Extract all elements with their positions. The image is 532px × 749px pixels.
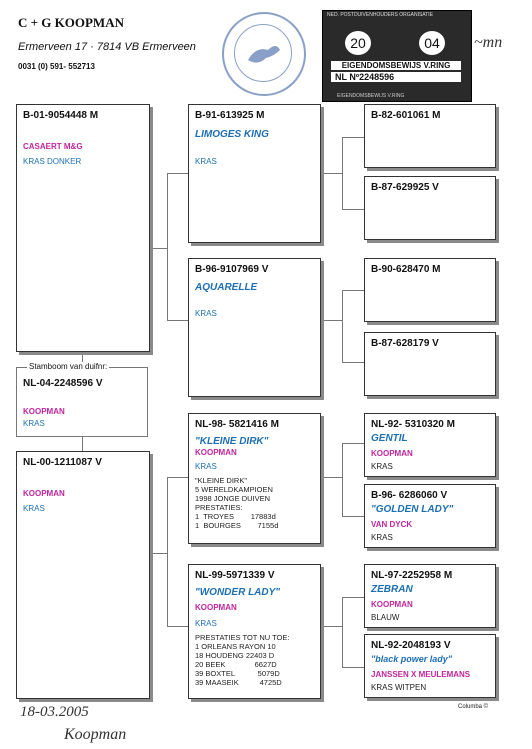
header-signature: ~mn <box>474 34 503 51</box>
father-owner: CASAERT M&G <box>23 142 83 151</box>
mm-name: "WONDER LADY" <box>195 587 281 598</box>
subject-owner: KOOPMAN <box>23 407 65 416</box>
mf-name: "KLEINE DIRK" <box>195 436 269 447</box>
breeder-address: Ermerveen 17 · 7814 VB Ermerveen <box>18 41 196 53</box>
mother-owner: KOOPMAN <box>23 489 65 498</box>
fm-color: KRAS <box>195 309 217 318</box>
grandfather-maternal-card <box>188 413 321 544</box>
mm-color: KRAS <box>195 619 217 628</box>
ffm-card <box>364 176 496 240</box>
ff-name: LIMOGES KING <box>195 129 269 140</box>
mother-color: KRAS <box>23 504 45 513</box>
mmm-name: "black power lady" <box>371 654 453 664</box>
fmm-ring: B-87-628179 V <box>371 338 439 349</box>
mfm-name: "GOLDEN LADY" <box>371 504 454 515</box>
fmm-card <box>364 332 496 396</box>
mm-ring: NL-99-5971339 V <box>195 570 275 581</box>
ring-year-right: 04 <box>419 31 445 55</box>
fm-ring: B-96-9107969 V <box>195 264 269 275</box>
father-ring: B-01-9054448 M <box>23 110 99 121</box>
mff-ring: NL-92- 5310320 M <box>371 419 455 430</box>
mff-card <box>364 413 496 477</box>
mmm-ring: NL-92-2048193 V <box>371 640 451 651</box>
mfm-owner: VAN DYCK <box>371 520 413 529</box>
ring-card-number: NL Nº2248596 <box>331 72 461 82</box>
ffm-ring: B-87-629925 V <box>371 182 439 193</box>
mmf-color: BLAUW <box>371 613 400 622</box>
mfm-color: KRAS <box>371 533 393 542</box>
mmf-card <box>364 564 496 628</box>
subject-ring: NL-04-2248596 V <box>23 378 103 389</box>
publisher-credit: Columba © <box>458 704 489 710</box>
mff-color: KRAS <box>371 462 393 471</box>
mm-owner: KOOPMAN <box>195 603 237 612</box>
subject-color: KRAS <box>23 419 45 428</box>
mff-name: GENTIL <box>371 433 408 444</box>
ring-card-title: EIGENDOMSBEWIJS V.RING <box>331 61 461 70</box>
mmf-owner: KOOPMAN <box>371 600 413 609</box>
father-card <box>16 104 150 352</box>
ownership-ring-card: NED. POSTDUIVENHOUDERS ORGANISATIE 20 04 EIGENDOMSBEWIJS V.RING NL Nº2248596 EIGENDOMSBEWIJS V.RING <box>322 10 472 102</box>
ff-ring: B-91-613925 M <box>195 110 265 121</box>
club-stamp <box>222 12 306 96</box>
mfm-card <box>364 484 496 548</box>
ff-color: KRAS <box>195 157 217 166</box>
mmf-name: ZEBRAN <box>371 584 413 595</box>
mfm-ring: B-96- 6286060 V <box>371 490 448 501</box>
breeder-name: C + G KOOPMAN <box>18 15 124 30</box>
mf-notes: "KLEINE DIRK" 5 WERELDKAMPIOEN 1998 JONGE DUIVEN PRESTATIES: 1 TROYES 17883d 1 BOURGES 7155d <box>195 476 279 530</box>
grandmother-paternal-card <box>188 258 321 397</box>
mf-color: KRAS <box>195 462 217 471</box>
mmf-ring: NL-97-2252958 M <box>371 570 453 581</box>
mf-ring: NL-98- 5821416 M <box>195 419 279 430</box>
mf-owner: KOOPMAN <box>195 448 237 457</box>
mff-owner: KOOPMAN <box>371 449 413 458</box>
father-color: KRAS DONKER <box>23 157 82 166</box>
fmf-ring: B-90-628470 M <box>371 264 441 275</box>
mmm-owner: JANSSEN X MEULEMANS <box>371 670 471 679</box>
fmf-card <box>364 258 496 322</box>
grandmother-maternal-card <box>188 564 321 699</box>
fm-name: AQUARELLE <box>195 282 258 293</box>
subject-label: Stamboom van duifnr: <box>29 362 108 371</box>
handwritten-date: 18-03.2005 <box>20 704 89 720</box>
fff-ring: B-82-601061 M <box>371 110 441 121</box>
grandfather-paternal-card <box>188 104 321 243</box>
subject-card <box>16 362 148 437</box>
pigeon-stamp-icon <box>222 12 302 92</box>
breeder-phone: 0031 (0) 591- 552713 <box>18 62 95 71</box>
handwritten-signature: Koopman <box>64 726 127 743</box>
ring-year-left: 20 <box>345 31 371 55</box>
mmm-color: KRAS WITPEN <box>371 683 427 692</box>
mmm-card <box>364 634 496 698</box>
mother-ring: NL-00-1211087 V <box>23 457 102 468</box>
mm-notes: PRESTATIES TOT NU TOE: 1 ORLEANS RAYON 10 18 HOUDENG 22403 D 20 BEEK 6627D 39 BOXTEL 5079D 39 MAASEIK 4725D <box>195 633 290 687</box>
mother-card <box>16 451 150 699</box>
fff-card <box>364 104 496 168</box>
